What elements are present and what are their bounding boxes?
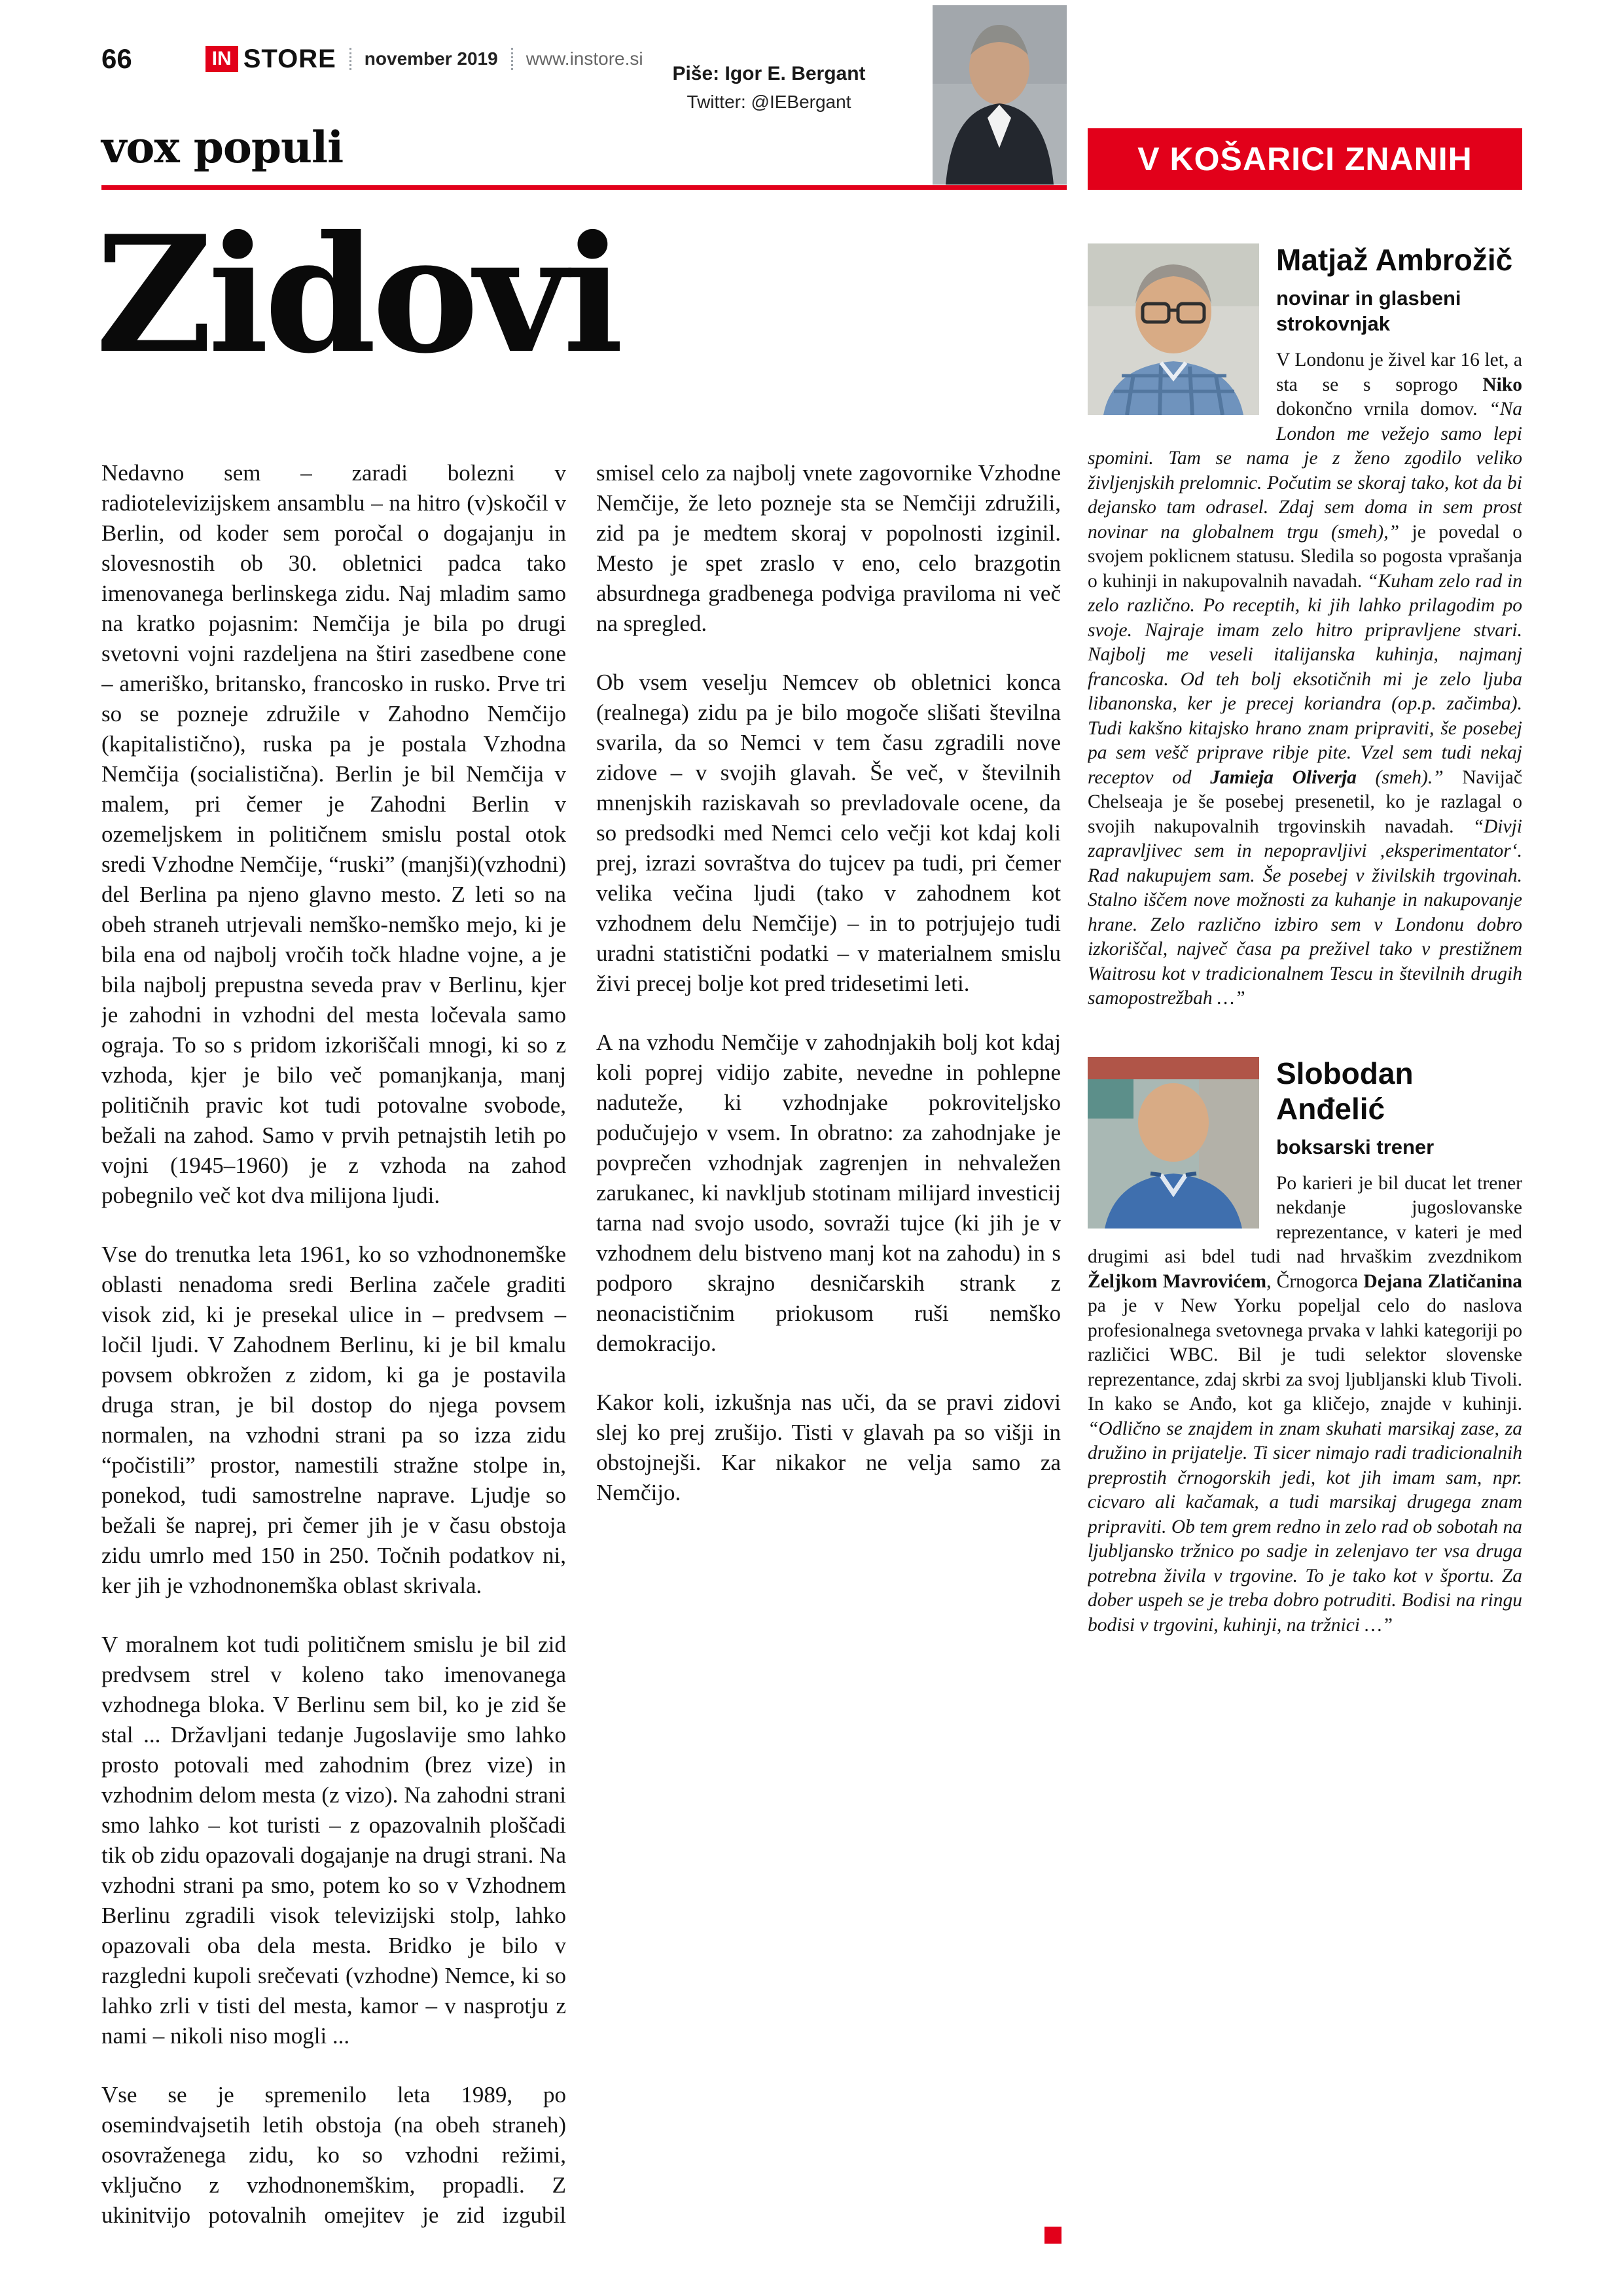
instore-logo-text: STORE <box>243 44 336 73</box>
text-segment: je povedal o svojem poklicnem statusu. Sledila so pogosta vprašanja o kuhinji in nakupovalnih navadah. <box>1088 521 1522 592</box>
text-segment: “Odlično se znajdem in znam skuhati marsikaj zase, za družino in prijatelje. Ti sicer nimajo radi tradicionalnih preprostih črnogorskih jedi, kot jih imam sam, npr. cicvaro ali kačamak, a tudi marsikaj drugega znam pripraviti. Ob tem grem redno in zelo rad ob sobotah na ljubljansko tržnico po sadje in zelenjavo ter vsa druga potrebna živila v trgovine. To je tako kot v športu. Za dober uspeh se je treba dobro potruditi. Bodisi na ringu bodisi v trgovini, kuhinji, na tržnici …” <box>1088 1418 1522 1636</box>
article-paragraph: Vse do trenutka leta 1961, ko so vzhodnonemške oblasti nenadoma sredi Berlina začele graditi visok zid, ki je presekal ulice in – predvsem – ločil ljudi. V Zahodnem Berlinu, ki je bil kmalu povsem obkrožen z zidom, ki ga je postavila druga stran, je bil dostop do njega povsem normalen, na vzhodni strani pa so izza zidu “počistili” prostor, namestili stražne stolpe in, ponekod, tudi samostrelne naprave. Ljudje so bežali še naprej, pri čemer jih je v času obstoja zidu umrlo med 150 in 250. Točnih podatkov ni, ker jih je vzhodnonemška oblast skrivala. <box>101 1242 566 1598</box>
text-segment: V Londonu je živel kar 16 let, a sta se s soprogo <box>1276 350 1522 395</box>
author-portrait-illustration <box>933 5 1067 185</box>
profile-role: novinar in glasbeni strokovnjak <box>1276 287 1461 335</box>
section-divider-rule <box>101 185 1067 190</box>
profile-text <box>1088 1172 1522 1638</box>
text-segment: Po karieri je bil ducat let trener nekdanje jugoslovanske reprezentance, v kateri je med drugimi asi bdel tudi nad hrvaškim zvezdnikom <box>1088 1172 1522 1267</box>
page-number: 66 <box>101 43 132 74</box>
article-body <box>101 458 1061 2259</box>
text-segment: “Na London me vežejo samo lepi spomini. Tam se nama je z ženo zgodilo veliko življenjskih prelomnic. Počutim se skoraj tako, kot da bi dejansko tam odrasel. Zdaj sem doma in sem prost novinar na globalnem trgu (smeh),” <box>1088 399 1522 543</box>
profile-slobodan-andelic <box>1088 1053 1522 1638</box>
text-segment: Dejana Zlatičanina <box>1363 1270 1522 1292</box>
article-title: Zidovi <box>96 200 620 389</box>
byline <box>622 63 916 113</box>
text-segment: pa je v New Yorku popeljal celo do naslova profesionalnega svetovnega prvaka v lahki kategoriji po različici WBC. Bil je tudi selektor slovenske reprezentance, zdaj skrbi za svoj ljubljanski klub Tivoli. In kako se Anđo, kot ga kličejo, znajde v kuhinji. <box>1088 1295 1522 1414</box>
text-segment: (smeh).” <box>1356 766 1444 788</box>
logo-row <box>205 45 643 74</box>
website-url: www.instore.si <box>526 48 643 69</box>
profile-portrait-illustration <box>1088 243 1259 415</box>
text-segment: Navijač Chelseaja je še posebej presenetil, ko je razlagal o svojih nakupovalnih trgovinskih navadah. <box>1088 766 1522 837</box>
issue-date: november 2019 <box>364 48 498 69</box>
profile-portrait-illustration <box>1088 1057 1259 1229</box>
article-paragraph: Vse se je spremenilo leta 1989, po osemindvajsetih letih obstoja (na obeh straneh) osovraženega zidu, ko so vzhodni režimi, vključno z vzhodnonemškim, propadli. Z ukinitvijo potovalnih omejitev je zid izgubil smisel celo za najbolj vnete zagovornike Vzhodne Nemčije, že leto pozneje sta se Nemčiji združili, zid pa je medtem skoraj v popolnosti izginil. Mesto je spet zraslo v eno, celo brazgotin absurdnega gradbenega podviga praviloma ni več na spregled. <box>101 460 1061 2228</box>
author-photo <box>933 5 1067 185</box>
profile-name: Matjaž Ambrožič <box>1276 243 1513 277</box>
sidebar-banner: V KOŠARICI ZNANIH <box>1088 128 1522 190</box>
article-paragraph: V moralnem kot tudi političnem smislu je bil zid predvsem strel v koleno tako imenovanega vzhodnega bloka. V Berlinu sem bil, ko je zid še stal ... Državljani tedanje Jugoslavije smo lahko prosto potovali med zahodnim (brez vize) in vzhodnim delom mesta (z vizo). Na zahodni strani smo lahko – kot turisti – z opazovalnih ploščadi tik ob zidu opazovali dogajanje na drugi strani. Na vzhodni strani pa smo, potem ko so v Vzhodnem Berlinu zgradili visok televizijski stolp, lahko opazovali oba dela mesta. Bridko je bilo v razgledni kupoli srečevati (vzhodne) Nemce, ki so lahko zrli v tisti del mesta, kamor – v nasprotju z nami – nikoli niso mogli ... <box>101 1632 566 2049</box>
separator-dotted <box>349 48 351 70</box>
profile-text <box>1088 348 1522 1011</box>
profile-photo-matjaz-ambrozic <box>1088 243 1259 415</box>
section-title: vox populi <box>101 122 344 173</box>
article-paragraph: A na vzhodu Nemčije v zahodnjakih bolj kot kdaj koli poprej vidijo zabite, nevedne in pohlepne naduteže, ki vzhodnjake pokroviteljsko podučujejo v vsem. In obratno: za zahodnjake je povprečen vzhodnjak zagrenjen in nehvaležen zarukanec, ki navkljub stotinam milijard investicij tarna nad svojo usodo, sovraži tujce (ki jih je v vzhodnem delu bistveno manj kot na zahodu) in s podporo skrajno desničarskih strank z neonacističnim priokusom ruši nemško demokracijo. <box>596 1030 1061 1356</box>
author-byline: Piše: Igor E. Bergant <box>672 63 866 84</box>
profile-role: boksarski trener <box>1276 1135 1435 1158</box>
profile-photo-slobodan-andelic <box>1088 1057 1259 1229</box>
profile-matjaz-ambrozic <box>1088 240 1522 1011</box>
text-segment: dokončno vrnila domov. <box>1276 399 1489 420</box>
text-segment: , Črnogorca <box>1266 1270 1364 1292</box>
instore-logo-icon: IN <box>205 46 238 72</box>
masthead <box>101 43 643 75</box>
article-paragraph: Ob vsem veselju Nemcev ob obletnici konca (realnega) zidu pa je bilo mogoče slišati številna svarila, da so Nemci v tem času zgradili nove zidove – v svojih glavah. Še več, v številnih mnenjskih raziskavah so prevladovale ocene, da so predsodki med Nemci celo večji kot kdaj koli prej, izrazi sovraštva do tujcev pa tudi, pri čemer velika večina ljudi (tako v zahodnem kot vzhodnem delu Nemčije) – in to potrjujejo tudi uradni statistični podatki – v materialnem smislu živi precej bolje kot pred tridesetimi leti. <box>596 670 1061 996</box>
author-twitter-handle: Twitter: @IEBergant <box>687 92 851 112</box>
sidebar <box>1088 240 1522 2262</box>
text-segment: “Divji zapravljivec sem in nepopravljivi ‚eksperimentator‘. Rad nakupujem sam. Še posebej v živilskih trgovinah. Stalno iščem nove možnosti za kuhanje in nakupovanje hrane. Zelo različno izbiro sem v Londonu dobro izkoriščal, največ časa pa preživel tako v prestižnem Waitrosu kot v tradicionalnem Tescu in številnih drugih samopostrežbah …” <box>1088 816 1522 1009</box>
text-segment: Niko <box>1482 374 1522 395</box>
article-paragraph: Kakor koli, izkušnja nas uči, da se pravi zidovi slej ko prej zrušijo. Tisti v glavah pa so višji in obstojnejši. Kar nikakor ne velja samo za Nemčijo. <box>596 1390 1061 1505</box>
text-segment: “Kuham zelo rad in zelo različno. Po receptih, ki jih lahko prilagodim po svoje. Najraje imam zelo hitro pripravljene stvari. Najbolj me veseli italijanska kuhinja, najmanj francoska. Od teh bolj eksotičnih mi je zelo ljuba libanonska, ker je precej koriandra (op.p. začimba). Tudi kakšno kitajsko hrano znam pripraviti, še posebej pa sem vešč priprave ribje pite. Vzel sem tudi nekaj receptov od <box>1088 570 1522 788</box>
text-segment: Jamieja Oliverja <box>1210 766 1357 788</box>
profile-name: Slobodan Anđelić <box>1276 1056 1414 1126</box>
text-segment: Željkom Mavrovićem <box>1088 1270 1267 1292</box>
article-paragraph: Nedavno sem – zaradi bolezni v radiotelevizijskem ansamblu – na hitro (v)skočil v Berlin, od koder sem poročal o dogajanju in slovesnostih ob 30. obletnici padca tako imenovanega berlinskega zidu. Naj mladim samo na kratko pojasnim: Nemčija je bila po drugi svetovni vojni razdeljena na štiri zasedbene cone – ameriško, britansko, francosko in rusko. Prve tri so se pozneje združile v Zahodno Nemčijo (kapitalistično), ruska pa je postala Vzhodna Nemčija (socialistična). Berlin je bil Nemčija v malem, pri čemer je Zahodni Berlin v ozemeljskem in političnem smislu postal otok sredi Vzhodne Nemčije, “ruski” (manjši)(vzhodni) del Berlina pa njeno glavno mesto. Z leti so na obeh straneh utrjevali nemško-nemško mejo, ki je bila ena od najbolj vročih točk hladne vojne, a je bila najbolj prepustna seveda prav v Berlinu, kjer je zahodni in vzhodni del mesta ločevala samo ograja. To so s pridom izkoriščali mnogi, ki so z vzhoda, kjer je bilo več pomanjkanja, manj političnih pravic kot tudi potovalne svobode, bežali na zahod. Samo v prvih petnajstih letih po vojni (1945–1960) je z vzhoda na zahod pobegnilo več kot dva milijona ljudi. <box>101 460 566 1208</box>
article-end-marker <box>1044 2227 1061 2244</box>
separator-dotted <box>511 48 513 70</box>
